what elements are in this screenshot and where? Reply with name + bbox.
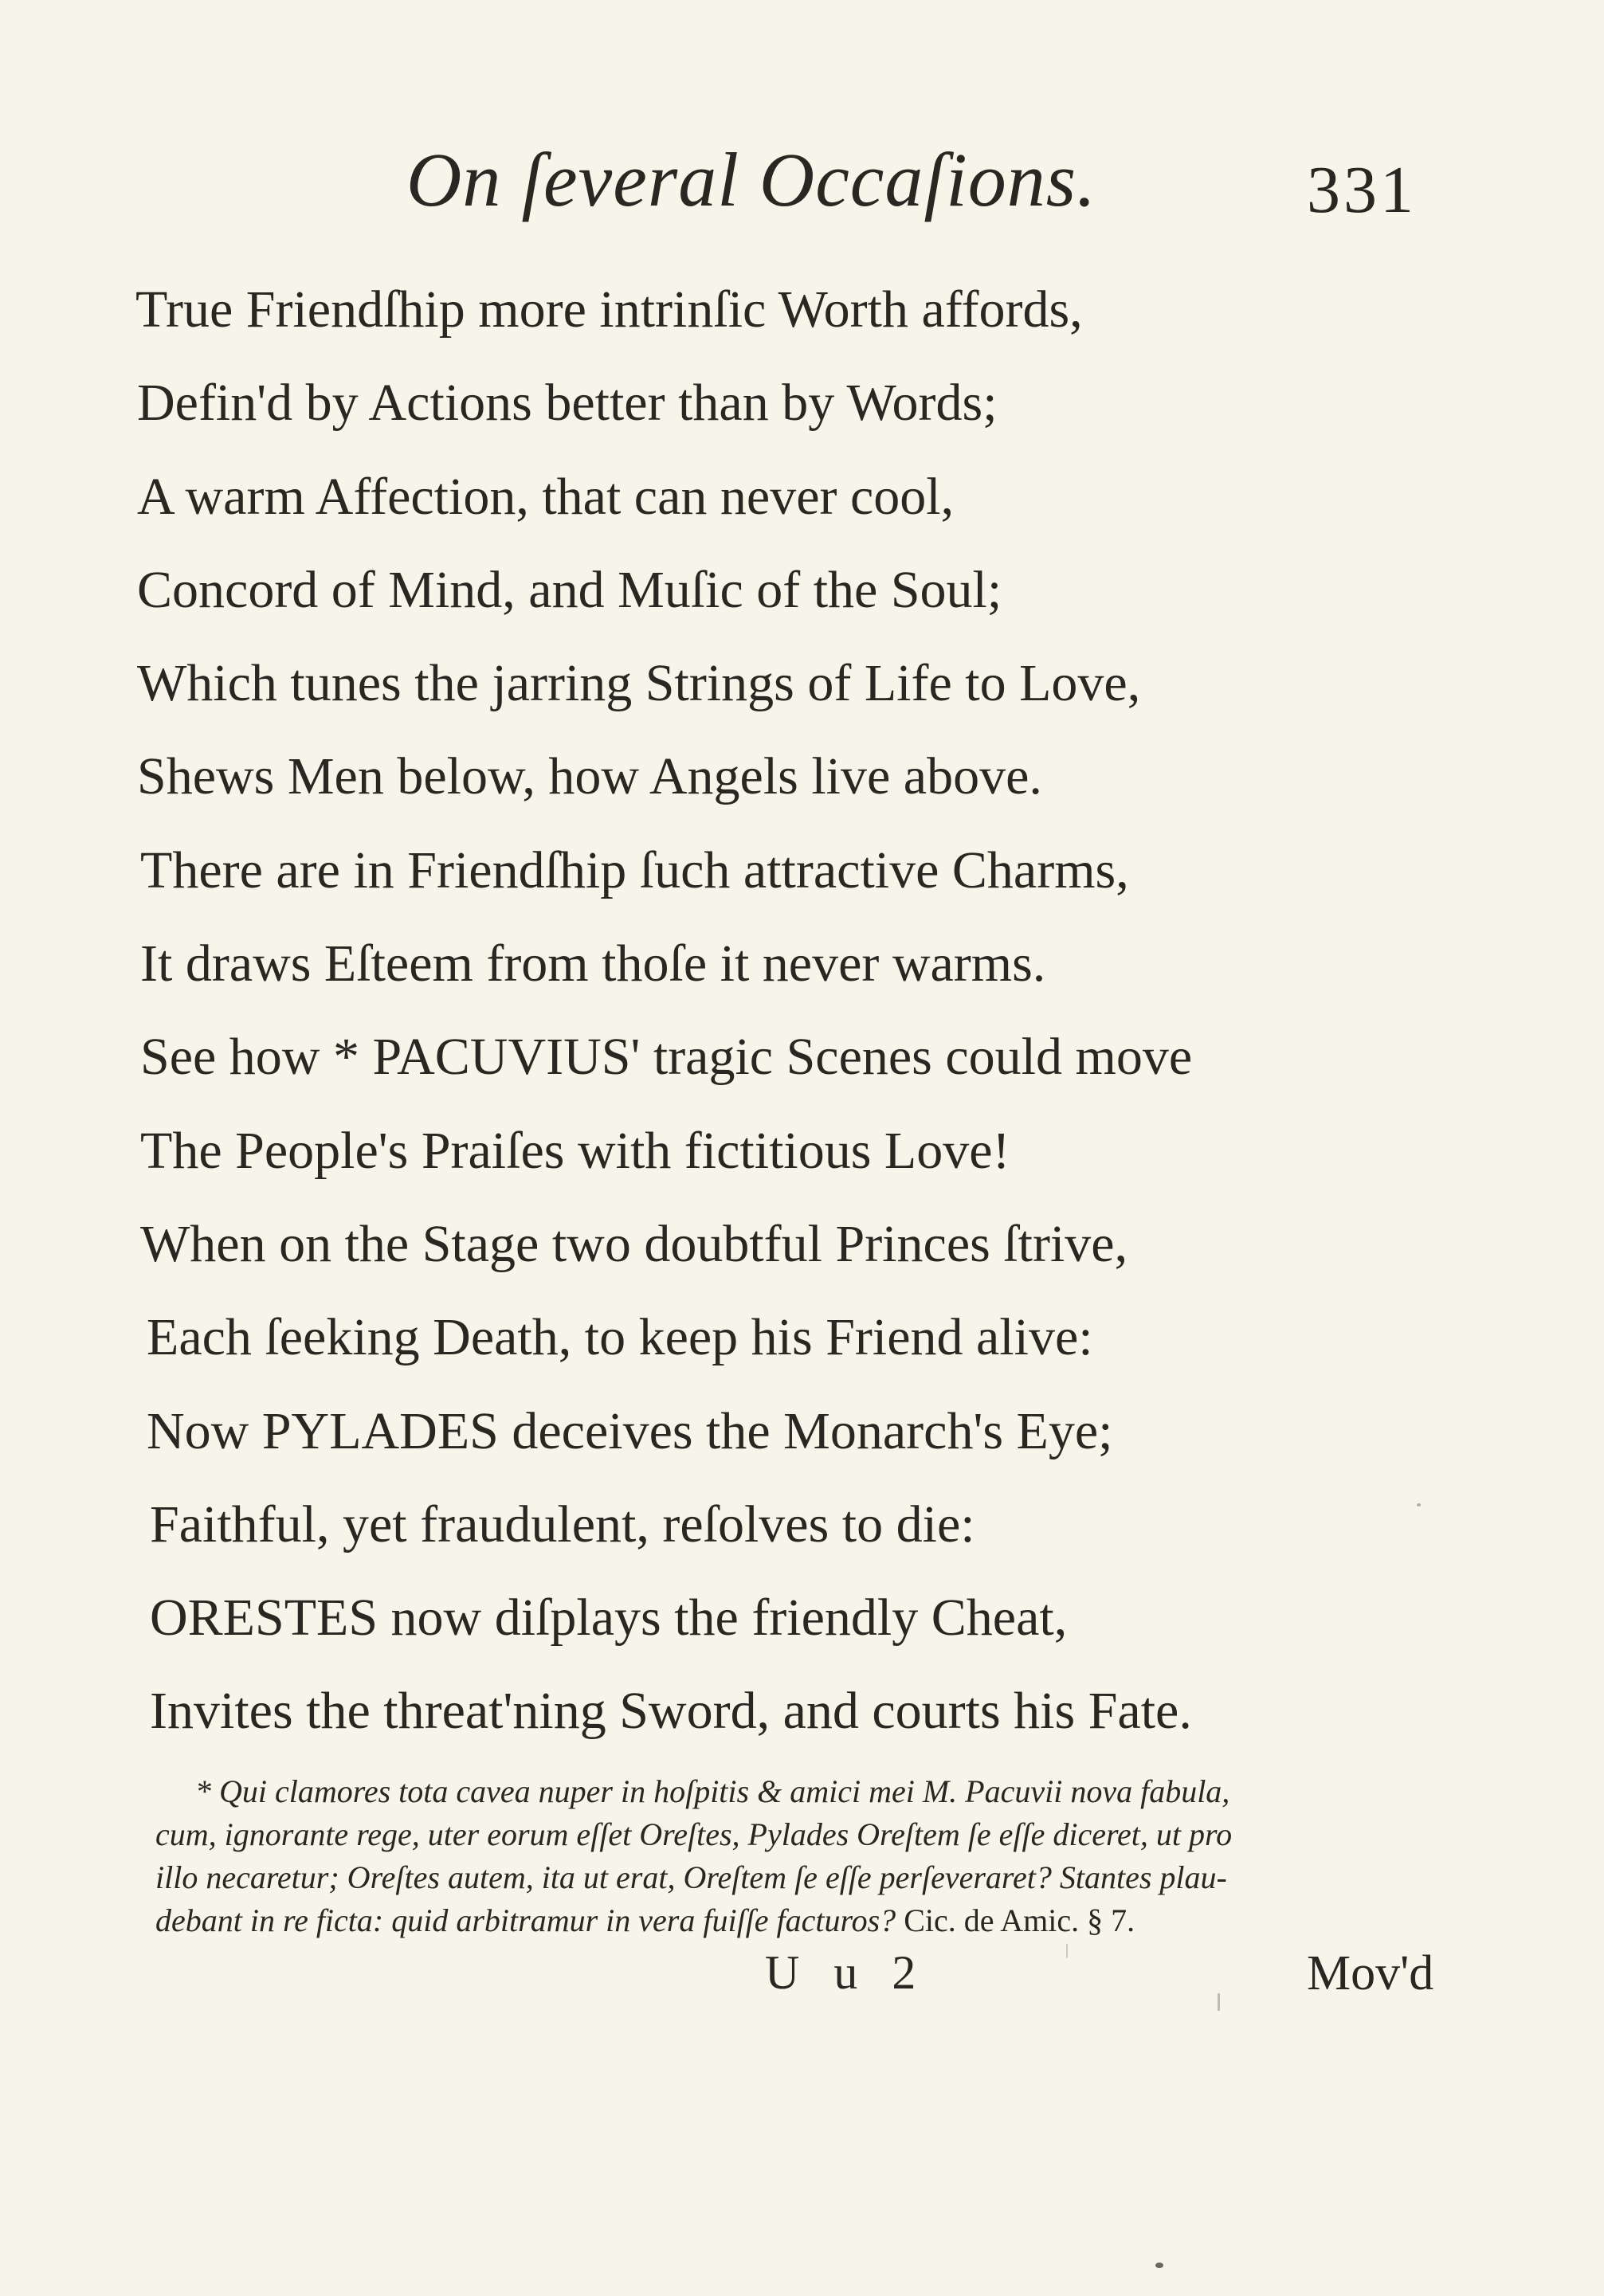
verse-line: There are in Friendſhip ſuch attractive Charms, (140, 840, 1129, 899)
verse-block (135, 263, 1490, 1758)
verse-line: True Friendſhip more intrinſic Worth affords, (135, 280, 1083, 339)
verse-line: Each ſeeking Death, to keep his Friend alive: (147, 1308, 1093, 1367)
verse-line: ORESTES now diſplays the friendly Cheat, (150, 1589, 1068, 1648)
footnote-line: illo necaretur; Oreſtes autem, ita ut erat, Oreſtem ſe eſſe perſeveraret? Stantes plau- (155, 1859, 1227, 1895)
verse-line: Now PYLADES deceives the Monarch's Eye; (147, 1401, 1113, 1460)
page-number: 331 (1307, 153, 1417, 227)
footnote-line-text: debant in re ficta: quid arbitramur in vera fuiſſe facturos? (155, 1902, 896, 1938)
footnote-line: cum, ignorante rege, uter eorum eſſet Oreſtes, Pylades Oreſtem ſe eſſe diceret, ut pro (155, 1816, 1233, 1852)
paper-speck (1155, 2263, 1163, 2268)
signature-mark: U u 2 (765, 1946, 927, 1999)
footnote-citation: Cic. de Amic. § 7. (904, 1902, 1135, 1938)
verse-line: Shews Men below, how Angels live above. (137, 747, 1042, 806)
verse-line: Defin'd by Actions better than by Words; (137, 374, 998, 433)
verse-line: A warm Affection, that can never cool, (137, 467, 955, 526)
verse-line: Which tunes the jarring Strings of Life to Love, (137, 654, 1141, 713)
footnote-line: * Qui clamores tota cavea nuper in hoſpitis & amici mei M. Pacuvii nova fabula, (195, 1773, 1230, 1809)
verse-line: See how * PACUVIUS' tragic Scenes could move (140, 1028, 1193, 1087)
verse-line: It draws Eſteem from thoſe it never warms. (140, 934, 1046, 993)
footnote (155, 1770, 1462, 1942)
footnote-line (155, 1899, 1462, 1942)
paper-speck (1417, 1503, 1421, 1507)
verse-line: The People's Praiſes with fictitious Love! (140, 1121, 1010, 1180)
paper-speck (1218, 1993, 1220, 2011)
verse-line: Faithful, yet fraudulent, reſolves to die: (150, 1495, 975, 1554)
verse-line: When on the Stage two doubtful Princes ſtrive, (140, 1214, 1128, 1273)
verse-line: Invites the threat'ning Sword, and courts his Fate. (150, 1682, 1192, 1741)
paper-speck (1066, 1944, 1068, 1958)
verse-line: Concord of Mind, and Muſic of the Soul; (137, 560, 1002, 619)
running-head: On ſeveral Occaſions. (406, 137, 1097, 222)
catchword: Mov'd (1307, 1946, 1434, 2000)
